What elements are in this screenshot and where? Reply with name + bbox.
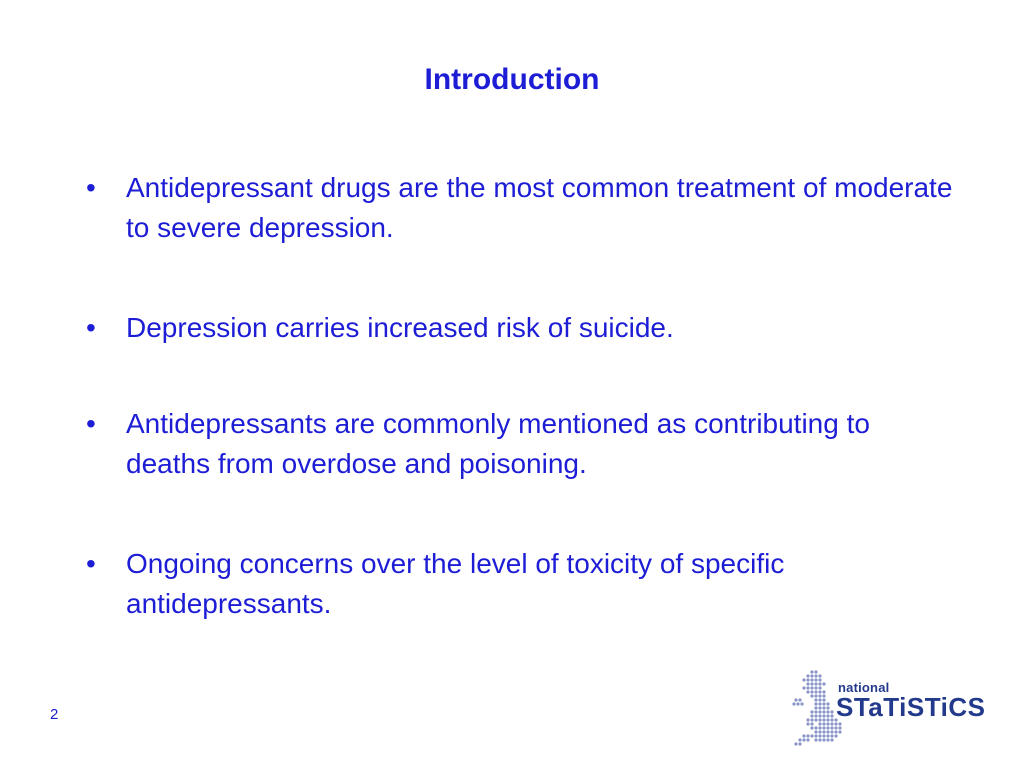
bullet-marker: • [86, 312, 96, 343]
logo-text-national: national [838, 680, 890, 695]
bullet-item [86, 404, 956, 484]
bullet-marker: • [86, 172, 96, 203]
page-number: 2 [50, 706, 59, 723]
slide-title: Introduction [424, 63, 600, 96]
bullet-text: Antidepressant drugs are the most common treatment of moderate to severe depression. [126, 172, 953, 243]
national-statistics-logo [790, 666, 990, 756]
bullet-item [86, 544, 956, 624]
logo-text-statistics: STaTiSTiCS [836, 692, 986, 722]
bullet-item [86, 168, 956, 248]
bullet-marker: • [86, 408, 96, 439]
bullet-text: Antidepressants are commonly mentioned as contributing to deaths from overdose and poisoning. [126, 408, 870, 479]
bullet-list [86, 168, 956, 684]
bullet-text: Ongoing concerns over the level of toxicity of specific antidepressants. [126, 548, 785, 619]
bullet-marker: • [86, 548, 96, 579]
bullet-item [86, 308, 956, 348]
bullet-text: Depression carries increased risk of suicide. [126, 312, 674, 343]
